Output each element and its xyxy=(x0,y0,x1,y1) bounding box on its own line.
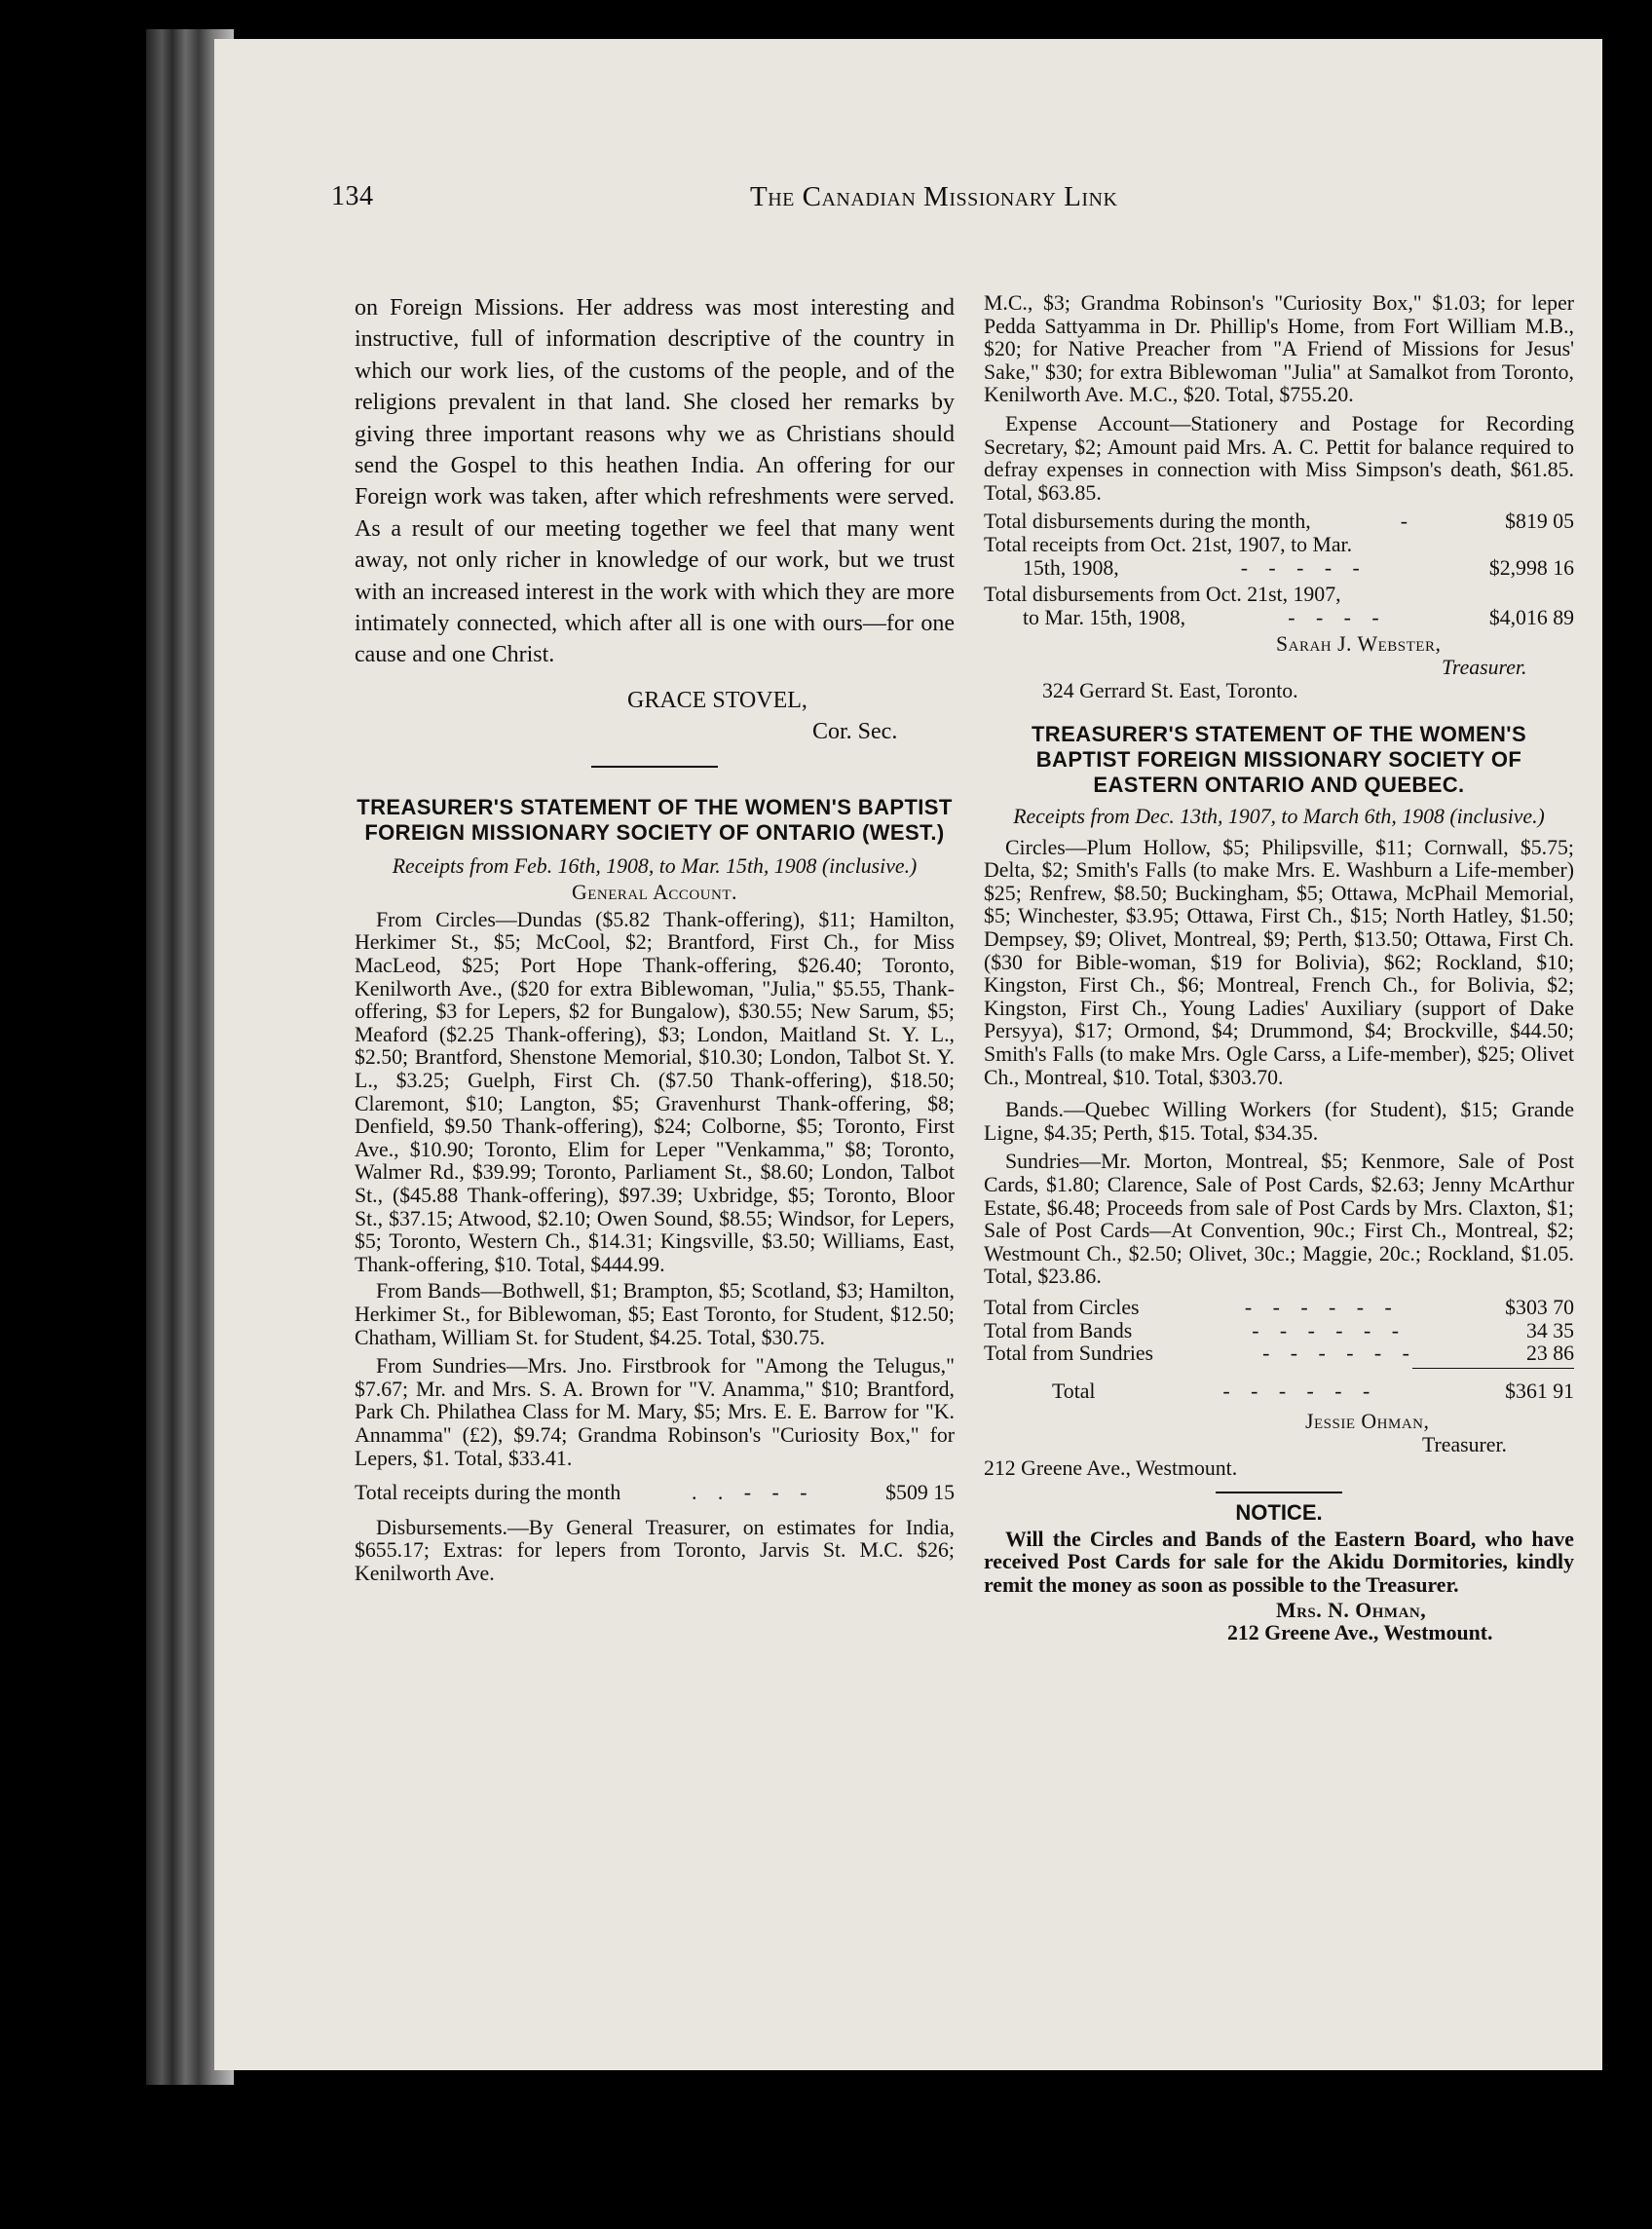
leader-dots: - xyxy=(1400,510,1416,534)
leader-dots: - - - - - - xyxy=(1244,1296,1400,1319)
total-disb-oct-label: Total disbursements from Oct. 21st, 1907, xyxy=(984,583,1341,607)
divider xyxy=(591,766,718,768)
running-title: The Canadian Missionary Link xyxy=(750,181,1118,212)
total-row xyxy=(984,1297,1574,1320)
treasurer2-address: 212 Greene Ave., Westmount. xyxy=(984,1455,1238,1480)
total-label: Total from Sundries xyxy=(984,1341,1154,1366)
leader-dots: - - - - - - xyxy=(1222,1379,1378,1403)
left-column xyxy=(355,292,955,1586)
total-disb-oct-row xyxy=(984,607,1574,630)
circles-east: Circles—Plum Hollow, $5; Philipsville, $11; Cornwall, $5.75; Delta, $2; Smith's Falls (to make Mrs. E. Washburn a Life-member) $25; Renfrew, $8.50; Buckingham, $5; Ottawa, McPhail Memorial, $5; Winchester, $3.95; Ottawa, First Ch., $15; North Hatley, $1.50; Dempsey, $9; Olivet, Montreal, $9; Perth, $13.50; Ottawa, First Ch. ($30 for Bible-woman, $19 for Bolivia), $62; Rockland, $10; Kingston, First Ch., $6; Montreal, French Ch., for Bolivia, $2; Kingston, First Ch., Young Ladies' Auxiliary (support of Dake Persyya), $17; Ormond, $4; Drummond, $4; Brockville, $44.50; Smith's Falls (to make Mrs. Ogle Carss, a Life-member), $25; Olivet Ch., Montreal, $10. Total, $303.70. xyxy=(984,835,1574,1089)
treasurer-address: 324 Gerrard St. East, Toronto. xyxy=(1042,678,1298,702)
bands-east: Bands.—Quebec Willing Workers (for Student), $15; Grande Ligne, $4.35; Perth, $15. Total, $34.35. xyxy=(984,1098,1574,1145)
expense-account: Expense Account—Stationery and Postage for Recording Secretary, $2; Amount paid Mrs. A. C. Pettit for balance required to defray expenses in connection with Miss Simpson's death, $61.85. Total, $63.85. xyxy=(984,411,1574,505)
notice-heading: NOTICE. xyxy=(1235,1500,1323,1526)
disbursements-continued: M.C., $3; Grandma Robinson's "Curiosity Box," $1.03; for leper Pedda Sattyamma in Dr. Phillip's Home, from Fort William M.B., $20; for Native Preacher from "A Friend of Missions for Jesus' Sake," $30; for extra Biblewoman "Julia" at Samalkot from Toronto, Kenilworth Ave. M.C., $20. Total, $755.20. xyxy=(984,291,1574,407)
notice-sig-address: 212 Greene Ave., Westmount. xyxy=(1227,1621,1493,1645)
bands-west: From Bands—Bothwell, $1; Brampton, $5; Scotland, $3; Hamilton, Herkimer St., for Biblewoman, $5; East Toronto, for Student, $12.50; Chatham, William St. for Student, $4.25. Total, $30.75. xyxy=(355,1279,955,1349)
total-receipts-row xyxy=(355,1482,955,1505)
treasurer-name: Sarah J. Webster, xyxy=(1276,632,1442,657)
grand-total-amount: $361 91 xyxy=(1505,1379,1574,1403)
grand-total-row xyxy=(984,1380,1574,1404)
total-label: Total from Circles xyxy=(984,1295,1140,1319)
treasurer2-title: Treasurer. xyxy=(1422,1432,1507,1456)
total-receipts-oct-label: Total receipts from Oct. 21st, 1907, to Mar. xyxy=(984,532,1353,556)
leader-dots: - - - - - - xyxy=(1262,1342,1417,1366)
totals-table xyxy=(984,1297,1574,1403)
total-disb-month-amount: $819 05 xyxy=(1505,510,1574,534)
total-receipts-amount: $509 15 xyxy=(885,1481,955,1505)
leader-dots: . . - - - xyxy=(691,1482,815,1505)
total-amount: 23 86 xyxy=(1525,1341,1574,1366)
total-amount: $303 70 xyxy=(1505,1295,1574,1319)
total-disb-month-label: Total disbursements during the month, xyxy=(984,510,1311,534)
divider xyxy=(1216,1492,1342,1493)
circles-west: From Circles—Dundas ($5.82 Thank-offering), $11; Hamilton, Herkimer St., $5; McCool, $2; Brantford, First Ch., for Miss MacLeod, $25; Port Hope Thank-offering, $26.40; Toronto, Kenilworth Ave., ($20 for extra Biblewoman, "Julia," $5.55, Thank-offering, $3 for Lepers, $2 for Bungalow), $30.55; New Sarum, $5; Meaford ($2.25 Thank-offering), $3; London, Maitland St. Y. L., $2.50; Brantford, Shenstone Memorial, $10.30; London, Talbot St. Y. L., $3.25; Guelph, First Ch. ($7.50 Thank-offering), $18.50; Claremont, $10; Langton, $5; Gravenhurst Thank-offering, $8; Denfield, $9.50 Thank-offering), $24; Colborne, $5; Toronto, First Ave., $10.90; Toronto, Elim for Leper "Venkamma," $8; Toronto, Walmer Rd., $39.99; Toronto, Parliament St., $8.60; London, Talbot St., ($45.88 Thank-offering), $97.39; Uxbridge, $5; Toronto, Bloor St., $37.15; Atwood, $2.10; Owen Sound, $8.55; Windsor, for Lepers, $5; Toronto, Western Ch., $14.31; Kingsville, $3.50; Williams, East, Thank-offering, $10. Total, $444.99. xyxy=(355,907,955,1276)
disbursements: Disbursements.—By General Treasurer, on estimates for India, $655.17; Extras: for lepers from Toronto, Jarvis St. M.C. $26; Kenilworth Ave. xyxy=(355,1515,955,1585)
sundries-east: Sundries—Mr. Morton, Montreal, $5; Kenmore, Sale of Post Cards, $1.80; Clarence, Sale of Post Cards, $2.63; Jenny McArthur Estate, $6.48; Proceeds from sale of Post Cards by Mrs. Claxton, $1; Sale of Post Cards—At Convention, 90c.; First Ch., Montreal, $2; Westmount Ch., $2.50; Olivet, 30c.; Maggie, 20c.; Rockland, $1.05. Total, $23.86. xyxy=(984,1150,1574,1289)
treasurer-title: Treasurer. xyxy=(1442,655,1527,679)
total-row xyxy=(984,1342,1574,1366)
notice-sig-name: Mrs. N. Ohman, xyxy=(1276,1598,1427,1622)
statement-heading-west: TREASURER'S STATEMENT OF THE WOMEN'S BAPTIST FOREIGN MISSIONARY SOCIETY OF ONTARIO (WEST.) xyxy=(357,794,953,845)
treasurer2-name: Jessie Ohman, xyxy=(1305,1410,1430,1434)
sum-rule xyxy=(1412,1368,1574,1369)
receipts-line-west: Receipts from Feb. 16th, 1908, to Mar. 15th, 1908 (inclusive.) xyxy=(392,853,918,878)
signer-name: GRACE STOVEL, xyxy=(627,687,807,713)
total-row xyxy=(984,1320,1574,1343)
leader-dots: - - - - - xyxy=(1240,556,1368,580)
signer-title: Cor. Sec. xyxy=(812,719,898,745)
total-amount: 34 35 xyxy=(1525,1318,1574,1342)
total-disb-oct-amount: $4,016 89 xyxy=(1488,605,1574,629)
total-receipts-oct-label-2: 15th, 1908, xyxy=(1023,555,1119,580)
total-label: Total from Bands xyxy=(984,1318,1133,1342)
total-receipts-oct-row xyxy=(984,557,1574,581)
total-disb-month-row xyxy=(984,510,1574,534)
grand-total-label: Total xyxy=(1052,1379,1096,1403)
total-disb-oct-label-2: to Mar. 15th, 1908, xyxy=(1023,605,1186,629)
account-heading: General Account. xyxy=(571,881,737,905)
statement-heading-east: TREASURER'S STATEMENT OF THE WOMEN'S BAPTIST FOREIGN MISSIONARY SOCIETY OF EASTERN ONTARIO AND QUEBEC. xyxy=(1031,722,1527,798)
notice-body: Will the Circles and Bands of the Eastern Board, who have received Post Cards for sale for the Akidu Dormitories, kindly remit the money as soon as possible to the Treasurer. xyxy=(984,1527,1574,1597)
sundries-west: From Sundries—Mrs. Jno. Firstbrook for "Among the Telugus," $7.67; Mr. and Mrs. S. A. Brown for "V. Anamma," $10; Brantford, Park Ch. Philathea Class for M. Mary, $5; Mrs. E. E. Barrow for "K. Annamma" (£2), $9.74; Grandma Robinson's "Curiosity Box," for Lepers, $1. Total, $33.41. xyxy=(355,1354,955,1470)
total-receipts-oct-amount: $2,998 16 xyxy=(1488,555,1574,580)
total-receipts-label: Total receipts during the month xyxy=(355,1481,621,1505)
intro-paragraph: on Foreign Missions. Her address was most interesting and instructive, full of information descriptive of the country in which our work lies, of the customs of the people, and of the religions prevalent in that land. She closed her remarks by giving three important reasons why we as Christians should send the Gospel to this heathen India. An offering for our Foreign work was taken, after which refreshments were served. As a result of our meeting together we feel that many went away, not only richer in knowledge of our work, but we trust with an increased interest in the work with which they are more intimately connected, which after all is one with ours—for one cause and one Christ. xyxy=(355,295,955,668)
leader-dots: - - - - - - xyxy=(1252,1319,1407,1342)
right-column xyxy=(984,292,1574,1645)
page-number: 134 xyxy=(331,181,374,211)
leader-dots: - - - - xyxy=(1288,606,1387,629)
receipts-line-east: Receipts from Dec. 13th, 1907, to March 6th, 1908 (inclusive.) xyxy=(1013,805,1545,829)
